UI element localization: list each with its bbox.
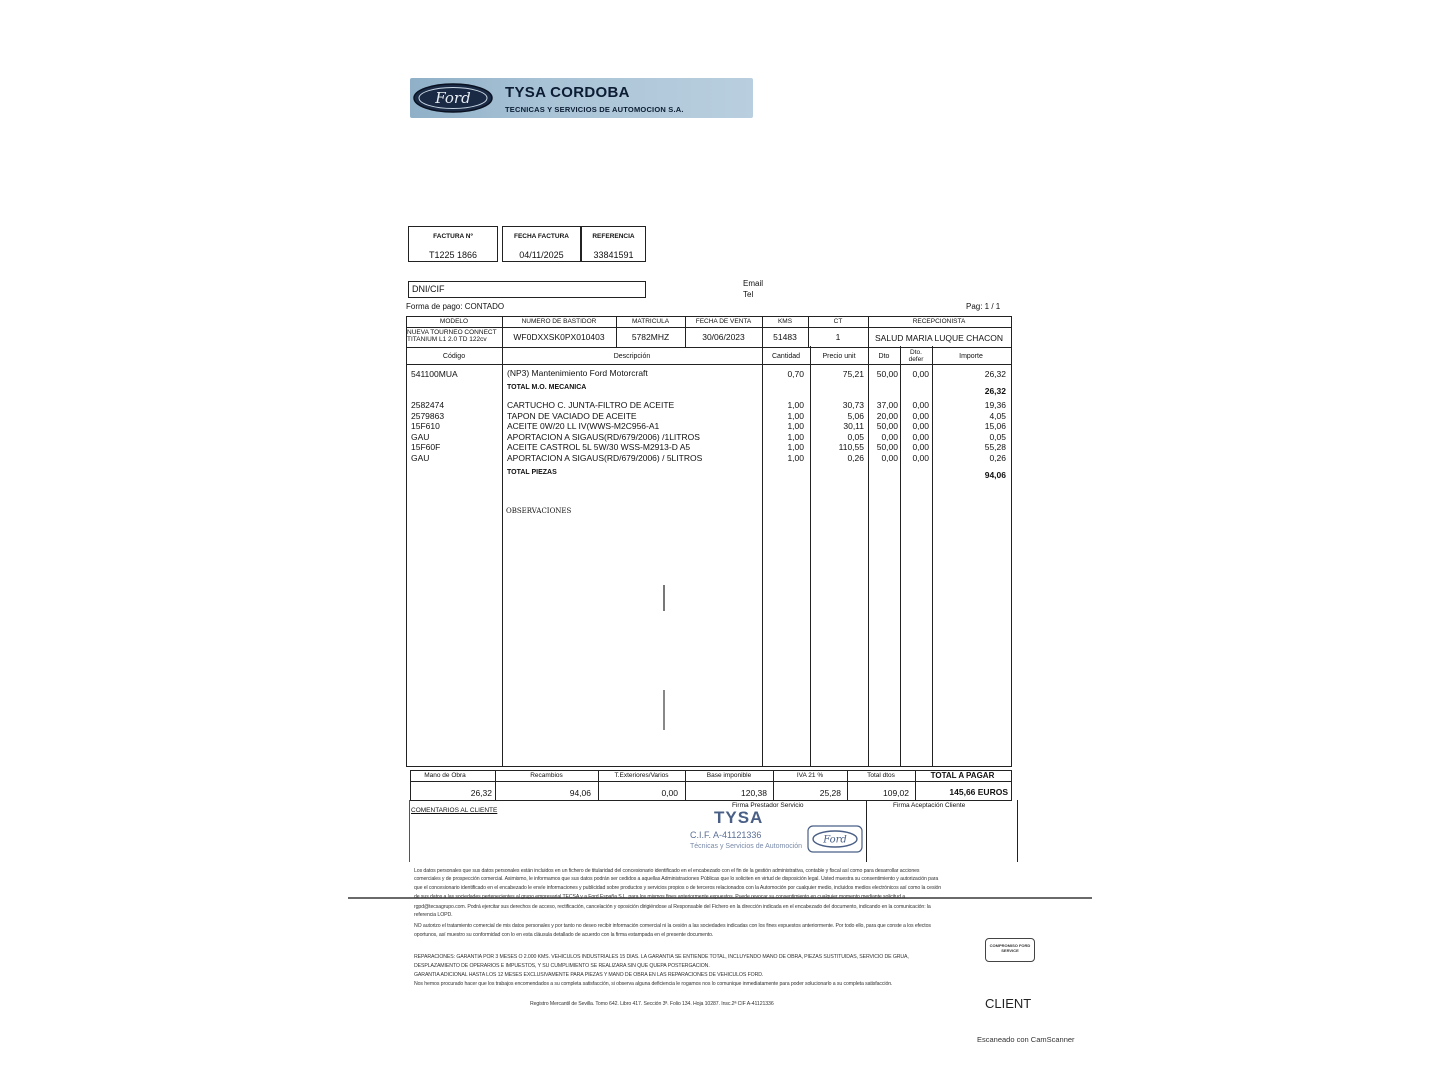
part-code: GAU [411, 431, 430, 442]
vehicle-header-modelo: MODELO [439, 318, 469, 325]
labour-qty: 0,70 [787, 369, 804, 379]
col-importe: Importe [959, 353, 983, 360]
part-dto-defer: 0,00 [912, 452, 929, 463]
part-amount: 0,26 [989, 452, 1006, 463]
totals-header-total-pagar: TOTAL A PAGAR [930, 771, 995, 780]
dni-label: DNI/CIF [412, 284, 445, 294]
vehicle-header-bastidor: NUMERO DE BASTIDOR [521, 318, 597, 325]
part-price: 0,26 [847, 452, 864, 463]
labour-total-value: 26,32 [984, 386, 1006, 396]
part-desc: ACEITE CASTROL 5L 5W/30 WSS-M2913-D A5 [507, 442, 691, 452]
page-number: Pag: 1 / 1 [966, 302, 1001, 311]
registry-line: Registro Mercantil de Sevilla. Tomo 642. Libro 417. Sección 3ª. Folio 134. Hoja 10287. Insc.2ª CIF A-41121336 [530, 1001, 774, 1007]
factura-value: T1225 1866 [428, 250, 478, 260]
labour-code: 541100MUA [411, 369, 458, 379]
legal-line: DESPLAZAMIENTO DE OPERARIOS E IMPUESTOS, Y SU CUMPLIMIENTO SE REALIZARA SIN QUE QUEPA POSTERGACION. [414, 963, 710, 969]
part-amount: 55,28 [984, 442, 1006, 452]
legal-line: referencia LOPD. [414, 912, 453, 918]
email-label: Email [743, 279, 764, 288]
labour-dto-defer: 0,00 [912, 369, 929, 379]
legal-line: de sus datos a las sociedades pertenecientes al grupo empresarial TECSA y a Ford España S.L. para los mismos fines anteriormente expuestos. Puede revocar su consentimiento en cualquier momento mediante solicitud a [414, 894, 906, 900]
totals-recambios: 94,06 [569, 788, 591, 798]
part-code: 2579863 [411, 410, 445, 421]
legal-line: GARANTIA ADICIONAL HASTA LOS 12 MESES EXCLUSIVAMENTE PARA PIEZAS Y MANO DE OBRA EN LAS REPARACIONES DE VEHICULOS FORD. [414, 972, 764, 978]
part-dto-defer: 0,00 [912, 442, 929, 452]
legal-line: oportunos, así muestro su conformidad con lo en esta cláusula detallado de acuerdo con la firma estampada en el presente documento. [414, 932, 714, 938]
dni-box [408, 281, 646, 298]
part-qty: 1,00 [787, 400, 804, 410]
part-qty: 1,00 [787, 431, 804, 442]
vehicle-header-fecha-venta: FECHA DE VENTA [695, 318, 752, 325]
col-dto-defer-1: Dto. [910, 349, 922, 356]
legal-line: que el concesionario identificado en el encabezado le envíe informaciones y publicidad sobre productos y servicios propios o de terceros relacionados con la Automoción por cualquier medio, incluidos medios electrónicos así como la cesión [414, 885, 942, 891]
labour-amount: 26,32 [984, 369, 1006, 379]
legal-line: comerciales y de prospección comercial. Asimismo, le informamos que sus datos podrán ser cedidos a aquellas Administraciones Públicas que lo soliciten en virtud de disposición legal. Usted muestra su consentimiento y autorización para [414, 876, 939, 882]
tel-label: Tel [743, 290, 754, 299]
part-desc: TAPON DE VACIADO DE ACEITE [507, 410, 637, 421]
ford-logo [412, 82, 494, 114]
legal-line: Nos hemos procurado hacer que los trabajos encomendados a su completa satisfacción, si observa alguna deficiencia le rogamos nos lo comunique inmediatamente para poder solucionarlo a su completa satisfacción. [414, 981, 893, 987]
vehicle-header-kms: KMS [777, 318, 793, 325]
part-code: 15F60F [411, 442, 441, 452]
vehicle-bastidor: WF0DXXSK0PX010403 [513, 332, 605, 342]
totals-iva: 25,28 [819, 788, 841, 798]
legal-line: rgpd@tecsagrupo.com. Podrá ejercitar sus derechos de acceso, rectificación, cancelación y oposición dirigiéndose al Responsable del Fichero en la dirección indicada en el encabezado del documento, indicando en la comunicación: la [414, 904, 931, 910]
factura-box [408, 226, 498, 262]
part-dto-defer: 0,00 [912, 400, 929, 410]
part-amount: 4,05 [989, 410, 1006, 421]
totals-header-exteriores: T.Exteriores/Varios [614, 772, 669, 779]
col-dto: Dto [878, 353, 890, 360]
referencia-value: 33841591 [593, 250, 634, 260]
vehicle-fecha-venta: 30/06/2023 [702, 332, 745, 342]
col-cantidad: Cantidad [771, 353, 801, 360]
part-qty: 1,00 [787, 410, 804, 421]
factura-label: FACTURA Nº [433, 233, 473, 240]
firma-prestador-label: Firma Prestador Servicio [732, 802, 804, 809]
vehicle-matricula: 5782MHZ [631, 332, 670, 342]
part-price: 110,55 [838, 442, 864, 452]
part-dto-defer: 0,00 [912, 431, 929, 442]
part-dto: 0,00 [881, 431, 898, 442]
stamp-line: Técnicas y Servicios de Automoción [690, 843, 803, 850]
part-qty: 1,00 [787, 452, 804, 463]
svg-text:Ford: Ford [823, 834, 847, 846]
vehicle-ct: 1 [835, 332, 841, 342]
scan-mark [663, 690, 665, 730]
part-desc: ACEITE 0W/20 LL IV(WWS-M2C956-A1 [507, 421, 660, 431]
part-amount: 0,05 [989, 431, 1006, 442]
part-dto-defer: 0,00 [912, 421, 929, 431]
referencia-box [581, 226, 646, 262]
legal-line: NO autorizo el tratamiento comercial de mis datos personales y por tanto no deseo recibir información comercial ni la cesión a las sociedades indicadas con los fines expuestos anteriormente. Por todo ello, para que conste a los efectos [414, 923, 931, 929]
client-copy-label: CLIENT [985, 996, 1032, 1011]
totals-base: 120,38 [741, 788, 767, 798]
firma-cliente-label: Firma Aceptación Cliente [893, 802, 966, 809]
fecha-label: FECHA FACTURA [513, 233, 569, 240]
part-price: 30,11 [843, 421, 864, 431]
totals-header-total-dtos: Total dtos [867, 772, 895, 779]
part-dto: 50,00 [876, 421, 898, 431]
ford-service-badge [985, 938, 1035, 962]
col-dto-defer-2: defer [908, 356, 924, 363]
comentarios-label: COMENTARIOS AL CLIENTE [411, 807, 498, 814]
vehicle-modelo-1: NUEVA TOURNEO CONNECT [407, 329, 497, 336]
vehicle-header-matricula: MATRICULA [631, 318, 670, 325]
totals-header-mano-obra: Mano de Obra [424, 772, 466, 779]
part-price: 0,05 [847, 431, 864, 442]
company-subtitle: TECNICAS Y SERVICIOS DE AUTOMOCION S.A. [505, 105, 684, 114]
fecha-box [502, 226, 581, 262]
totals-exteriores: 0,00 [661, 788, 678, 798]
part-dto: 37,00 [876, 400, 898, 410]
part-price: 5,06 [847, 410, 864, 421]
part-desc: CARTUCHO C. JUNTA-FILTRO DE ACEITE [507, 400, 675, 410]
fecha-value: 04/11/2025 [519, 250, 564, 260]
observaciones-label: OBSERVACIONES [506, 507, 572, 515]
ford-logo-text: Ford [435, 89, 471, 107]
totals-total-pagar: 145,66 EUROS [949, 787, 1008, 797]
company-name: TYSA CORDOBA [505, 84, 630, 101]
col-precio: Precio unit [822, 353, 856, 360]
referencia-label: REFERENCIA [592, 233, 635, 240]
legal-line: Los datos personales que sus datos personales están incluidos en un fichero de titularidad del concesionario identificado en el encabezado con el fin de la gestión administrativa, contable y fiscal así como para desarrollar acciones [414, 868, 920, 874]
labour-total-label: TOTAL M.O. MECANICA [507, 384, 587, 391]
part-qty: 1,00 [787, 421, 804, 431]
part-dto: 20,00 [876, 410, 898, 421]
stamp-cif: C.I.F. A-41121336 [690, 830, 762, 840]
totals-header-base: Base imponible [706, 772, 752, 779]
parts-total-value: 94,06 [984, 470, 1006, 480]
forma-pago: Forma de pago: CONTADO [406, 302, 505, 311]
part-amount: 15,06 [984, 421, 1006, 431]
ford-service-badge-text: COMPROMISO FORD SERVICE [989, 943, 1031, 953]
part-amount: 19,36 [984, 400, 1006, 410]
labour-price: 75,21 [842, 369, 864, 379]
stamp-ford-oval-icon [807, 825, 863, 853]
stamp-name: TYSA [714, 808, 764, 827]
part-dto: 0,00 [881, 452, 898, 463]
totals-mano-obra: 26,32 [470, 788, 492, 798]
totals-header-iva: IVA 21 % [796, 772, 824, 779]
part-desc: APORTACION A SIGAUS(RD/679/2006) /1LITROS [507, 431, 700, 442]
part-dto-defer: 0,00 [912, 410, 929, 421]
labour-desc: (NP3) Mantenimiento Ford Motorcraft [507, 368, 648, 378]
part-code: 15F610 [411, 421, 440, 431]
part-price: 30,73 [842, 400, 864, 410]
vehicle-header-recepcionista: RECEPCIONISTA [912, 318, 966, 325]
col-descripcion: Descripción [613, 353, 651, 360]
part-code: 2582474 [411, 400, 445, 410]
totals-total-dtos: 109,02 [883, 788, 909, 798]
camscanner-watermark: Escaneado con CamScanner [977, 1035, 1075, 1044]
vehicle-modelo-2: TITANIUM L1 2.0 TD 122cv [407, 336, 487, 343]
parts-total-label: TOTAL PIEZAS [507, 469, 557, 476]
part-qty: 1,00 [787, 442, 804, 452]
part-desc: APORTACION A SIGAUS(RD/679/2006) / 5LITROS [507, 452, 703, 463]
vehicle-header-ct: CT [833, 318, 843, 325]
col-codigo: Código [442, 353, 466, 360]
legal-line: REPARACIONES: GARANTIA POR 3 MESES O 2.000 KMS. VEHICULOS INDUSTRIALES 15 DIAS. LA GARANTIA SE ENTIENDE TOTAL, INCLUYENDO MANO DE OBRA, PIEZAS SUSTITUIDAS, SERVICIO DE GRUA, [414, 954, 909, 960]
scan-mark [663, 585, 665, 611]
labour-dto: 50,00 [876, 369, 898, 379]
part-dto: 50,00 [876, 442, 898, 452]
part-code: GAU [411, 452, 430, 463]
vehicle-kms: 51483 [773, 332, 797, 342]
totals-header-recambios: Recambios [530, 772, 563, 779]
vehicle-recepcionista: SALUD MARIA LUQUE CHACON [875, 333, 1003, 343]
